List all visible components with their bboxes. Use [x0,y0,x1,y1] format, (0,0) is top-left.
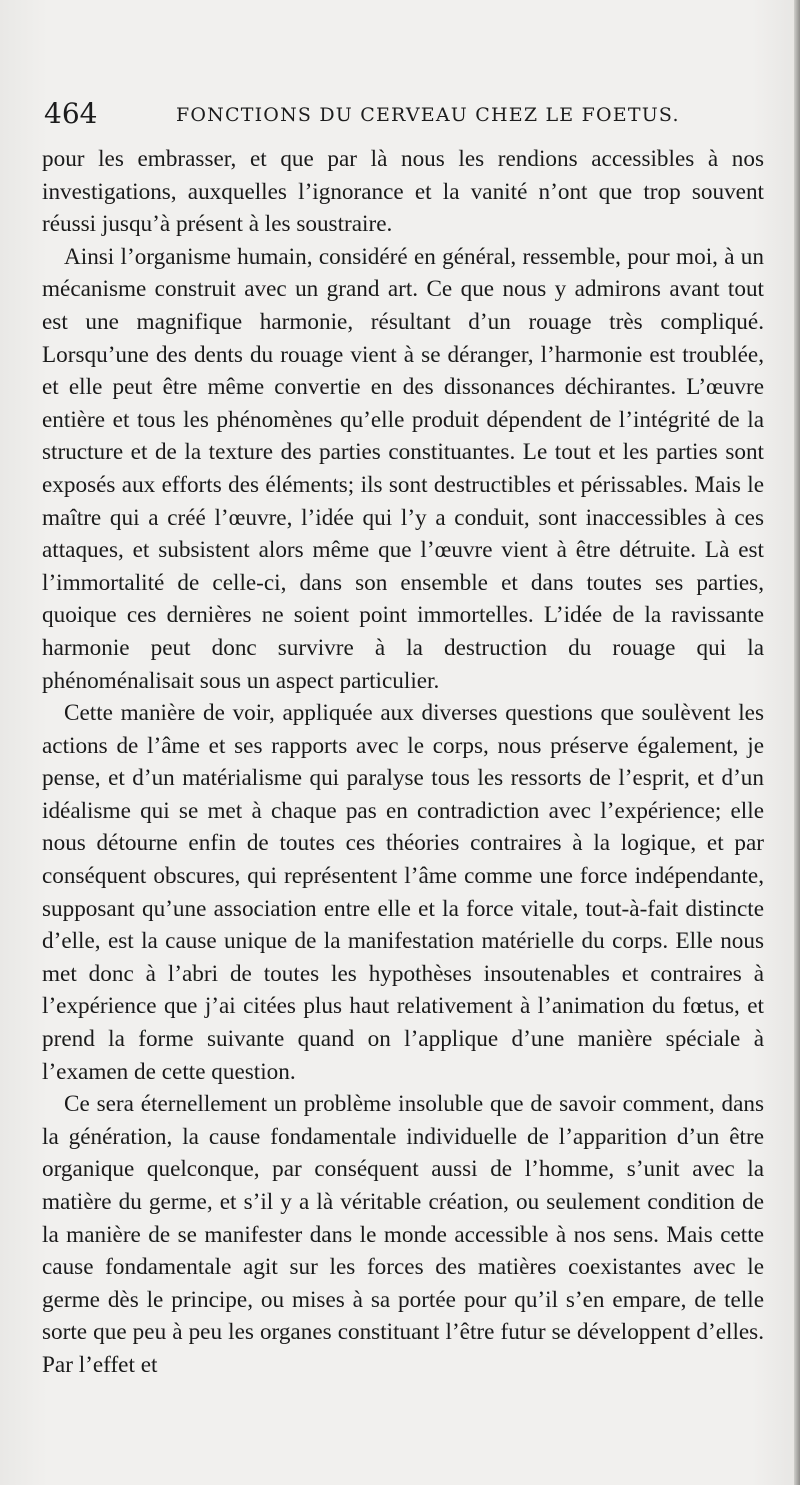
page-number: 464 [44,97,98,130]
paragraph-4: Ce sera éternellement un problème insoluble que de savoir comment, dans la génération, la cause fondamentale individuelle de l’apparition d’un être organique quelconque, par conséquent aussi de l’homme, s’unit avec la matière du germe, et s’il y a là véritable création, ou seulement condition de la manière de se manifester dans le monde accessible à nos sens. Mais cette cause fondamentale agit sur les forces des matières coexistantes avec le germe dès le principe, ou mises à sa portée pour qu’il s’en empare, de telle sorte que peu à peu les organes constituant l’être futur se développent d’elles. Par l’effet et [42,1091,764,1378]
paragraph-2: Ainsi l’organisme humain, considéré en général, ressemble, pour moi, à un mécanisme construit avec un grand art. Ce que nous y admirons avant tout est une magnifique harmonie, résultant d’un rouage très compliqué. Lorsqu’une des dents du rouage vient à se déranger, l’harmonie est troublée, et elle peut être même convertie en des dissonances déchirantes. L’œuvre entière et tous les phénomènes qu’elle produit dépendent de l’intégrité de la structure et de la texture des parties constituantes. Le tout et les parties sont exposés aux efforts des éléments; ils sont destructibles et périssables. Mais le maître qui a créé l’œuvre, l’idée qui l’y a conduit, sont inaccessibles à ces attaques, et subsistent alors même que l’œuvre vient à être détruite. Là est l’immortalité de celle-ci, dans son ensemble et dans toutes ses parties, quoique ces dernières ne soient point immortelles. L’idée de la ravissante harmonie peut donc survivre à la destruction du rouage qui la phénoménalisait sous un aspect particulier. [42,243,764,694]
running-title: FONCTIONS DU CERVEAU CHEZ LE FOETUS. [176,104,680,126]
page-edge-shadow [794,0,800,1485]
page-header [44,96,764,136]
paragraph-1: pour les embrasser, et que par là nous les rendions accessibles à nos investigations, auxquelles l’ignorance et la vanité n’ont que trop souvent réussi jusqu’à présent à les soustraire. [42,146,764,238]
body-text [42,143,764,1382]
paragraph-3: Cette manière de voir, appliquée aux diverses questions que soulèvent les actions de l’âme et ses rapports avec le corps, nous préserve également, je pense, et d’un matérialisme qui paralyse tous les ressorts de l’esprit, et d’un idéalisme qui se met à chaque pas en contradiction avec l’expérience; elle nous détourne enfin de toutes ces théories contraires à la logique, et par conséquent obscures, qui représentent l’âme comme une force indépendante, supposant qu’une association entre elle et la force vitale, tout-à-fait distincte d’elle, est la cause unique de la manifestation matérielle du corps. Elle nous met donc à l’abri de toutes les hypothèses insoutenables et contraires à l’expérience que j’ai citées plus haut relativement à l’animation du fœtus, et prend la forme suivante quand on l’applique d’une manière spéciale à l’examen de cette question. [42,700,764,1085]
